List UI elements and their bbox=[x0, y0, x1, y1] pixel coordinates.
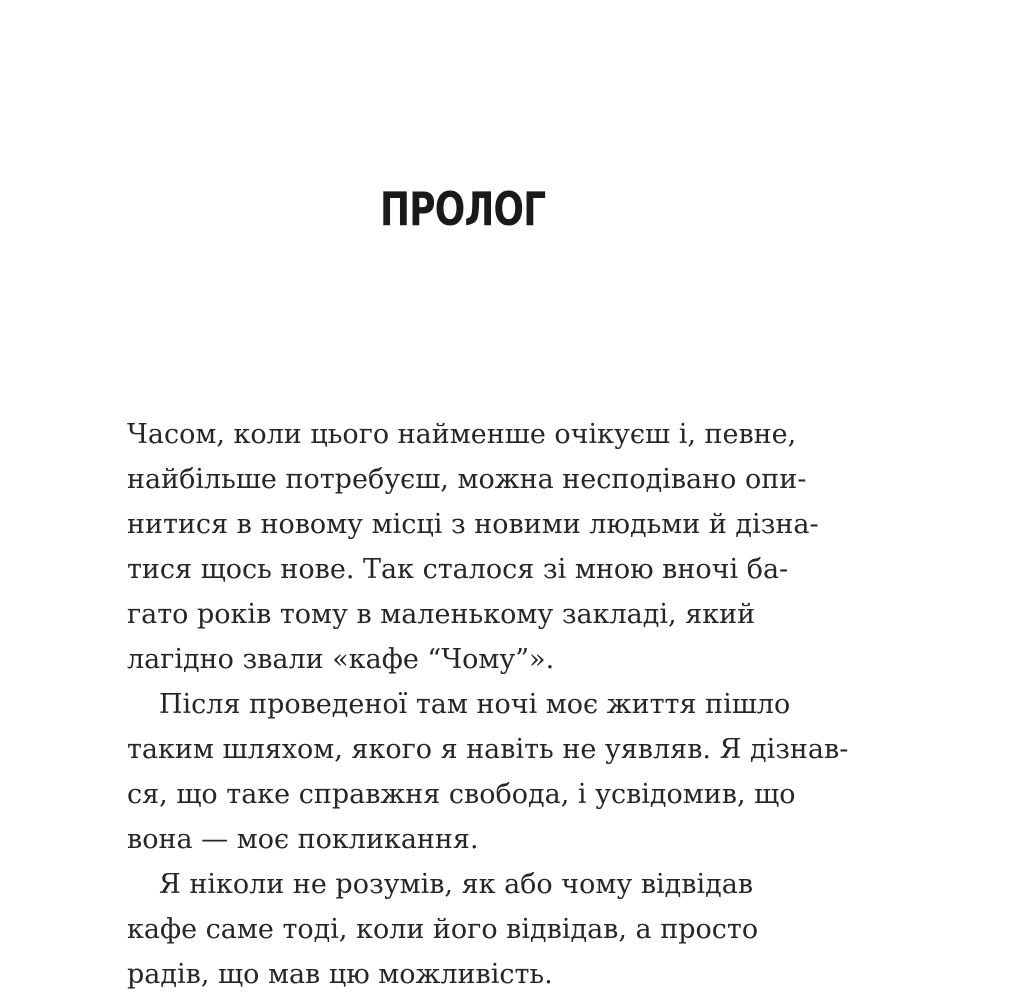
text-line: гато років тому в маленькому закладі, який bbox=[127, 599, 756, 630]
text-line: Часом, коли цього найменше очікуєш і, певне, bbox=[127, 419, 797, 450]
paragraph-3 bbox=[127, 862, 827, 990]
text-line: Після проведеної там ночі моє життя пішло bbox=[159, 689, 791, 720]
text-line: найбільше потребуєш, можна несподівано опи- bbox=[127, 464, 807, 495]
text-line: лагідно звали «кафе “Чому”». bbox=[127, 644, 555, 675]
paragraph-2 bbox=[127, 682, 849, 862]
text-line-cut-off: радів, що мав цю можливість. bbox=[127, 959, 553, 990]
body-text bbox=[127, 412, 849, 990]
text-line: Я ніколи не розумів, як або чому відвідав bbox=[159, 869, 754, 900]
chapter-title: ПРОЛОГ bbox=[380, 182, 546, 236]
text-line: ся, що таке справжня свобода, і усвідомив, що bbox=[127, 779, 796, 810]
text-line: вона — моє покликання. bbox=[127, 824, 479, 855]
text-line: таким шляхом, якого я навіть не уявляв. Я дізнав- bbox=[127, 734, 849, 765]
text-line: нитися в новому місці з новими людьми й дізна- bbox=[127, 509, 819, 540]
text-line: тися щось нове. Так сталося зі мною вночі ба- bbox=[127, 554, 789, 585]
paragraph-1 bbox=[127, 412, 827, 682]
text-line: кафе саме тоді, коли його відвідав, а просто bbox=[127, 914, 759, 945]
